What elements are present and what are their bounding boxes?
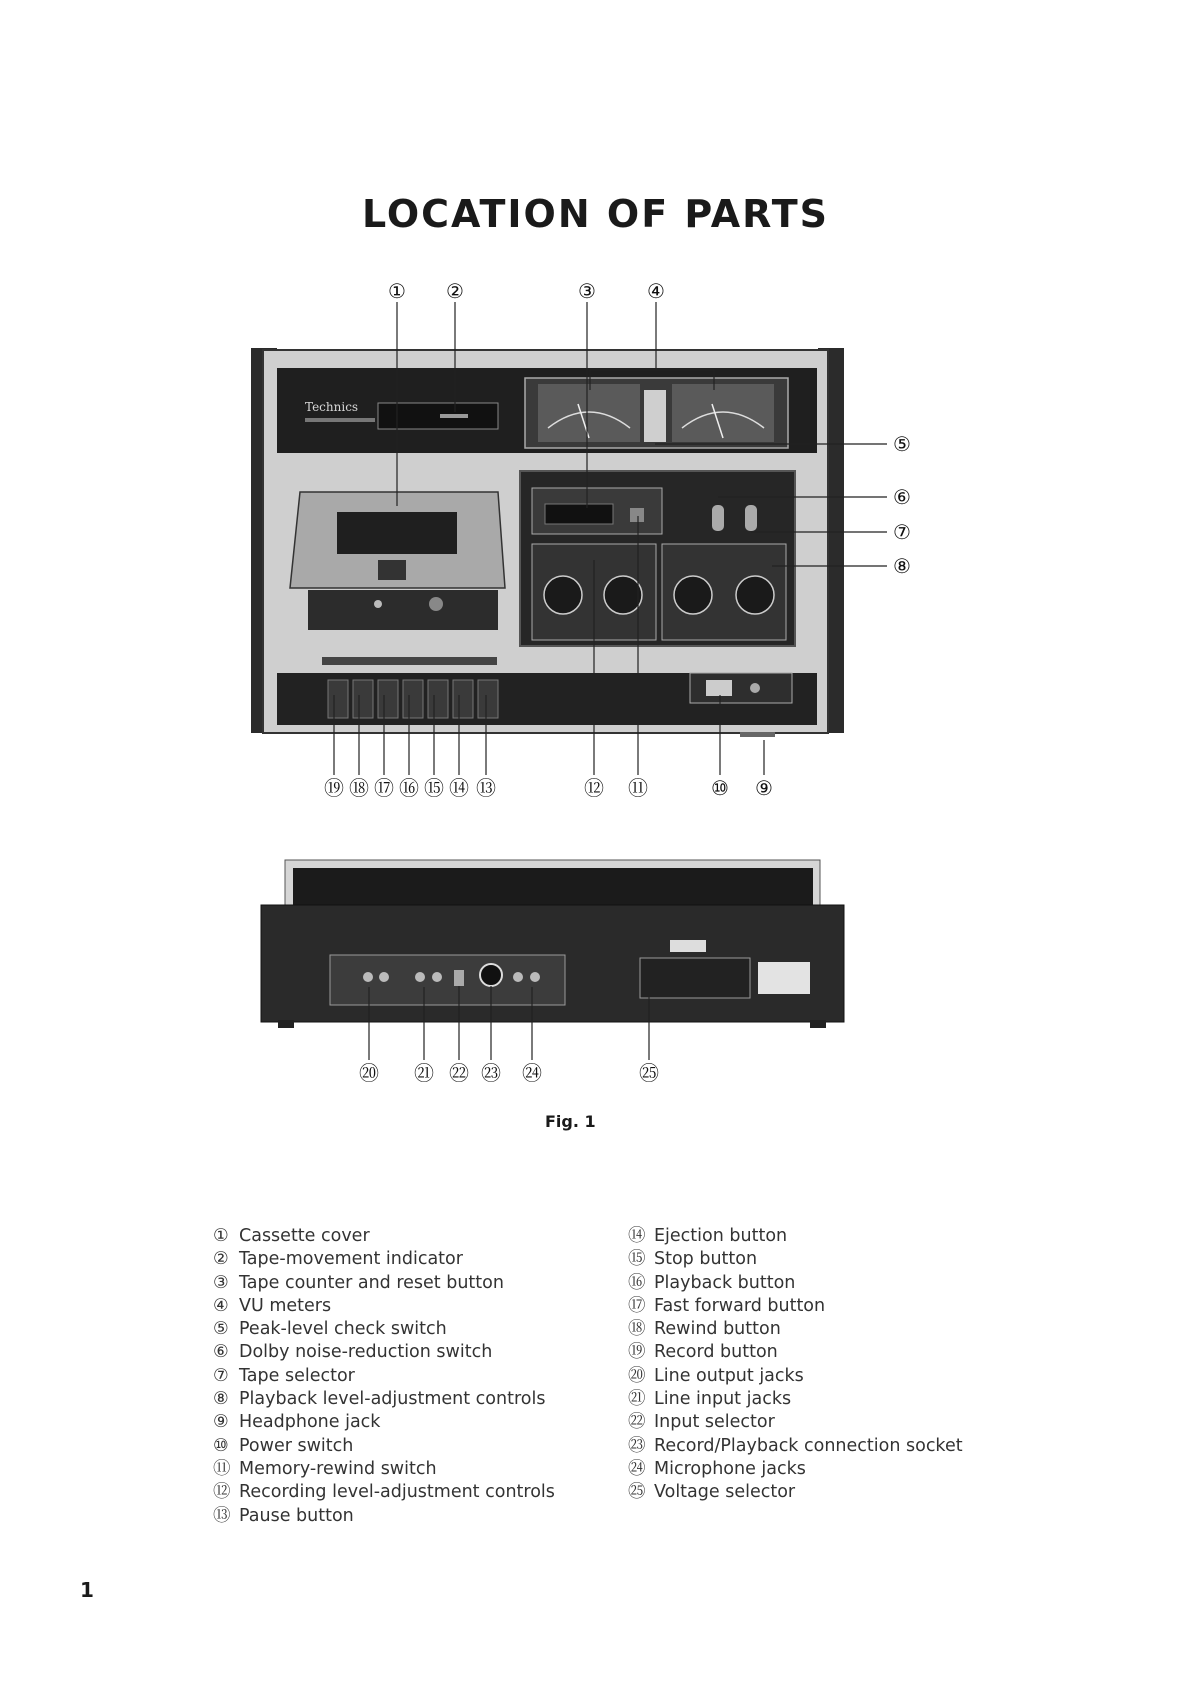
legend-item (213, 1435, 555, 1458)
record-key (328, 680, 348, 718)
legend-mark: ⑤ (213, 1319, 229, 1340)
legend-mark: ⑯ (628, 1272, 646, 1293)
legend-item (213, 1365, 555, 1388)
head-area (308, 590, 498, 630)
legend-text: Record button (654, 1342, 778, 1363)
callout-9: ⑨ (755, 776, 773, 800)
legend-text: Line input jacks (654, 1389, 792, 1410)
legend-text: Power switch (239, 1435, 354, 1456)
legend-item (213, 1458, 555, 1481)
legend-item (628, 1272, 963, 1295)
fast-forward-key (378, 680, 398, 718)
legend-mark: ⑲ (628, 1342, 646, 1363)
legend-text: Memory-rewind switch (239, 1458, 437, 1479)
callout-1: ① (388, 279, 406, 303)
parts-legend-right (628, 1225, 963, 1505)
legend-mark: ⑱ (628, 1319, 646, 1340)
page-number: 1 (80, 1578, 94, 1602)
legend-item (213, 1272, 555, 1295)
legend-item (628, 1435, 963, 1458)
legend-item (628, 1458, 963, 1481)
legend-text: VU meters (239, 1295, 332, 1316)
legend-item (213, 1411, 555, 1434)
ejection-key (453, 680, 473, 718)
legend-mark: ③ (213, 1272, 229, 1293)
legend-item (628, 1318, 963, 1341)
callout-14: ⑭ (449, 776, 469, 800)
legend-text: Headphone jack (239, 1412, 381, 1433)
vu-meter-left (538, 384, 640, 442)
legend-mark: ⑦ (213, 1365, 229, 1386)
callout-24: ㉔ (522, 1061, 542, 1085)
callout-8: ⑧ (893, 554, 911, 578)
legend-text: Dolby noise-reduction switch (239, 1342, 493, 1363)
indicator-mark (440, 414, 468, 418)
callout-10: ⑩ (711, 776, 729, 800)
callout-5: ⑤ (893, 432, 911, 456)
legend-text: Cassette cover (239, 1226, 370, 1246)
callout-16: ⑯ (399, 776, 419, 800)
legend-text: Record/Playback connection socket (654, 1435, 963, 1456)
legend-text: Rewind button (654, 1319, 781, 1340)
power-headphone-panel (690, 673, 792, 703)
callout-23: ㉓ (481, 1061, 501, 1085)
legend-text: Pause button (239, 1505, 354, 1526)
din-socket (480, 964, 502, 986)
legend-item (628, 1225, 963, 1248)
callout-17: ⑰ (374, 776, 394, 800)
legend-text: Tape-movement indicator (239, 1249, 463, 1270)
legend-item (213, 1248, 555, 1271)
stop-key (428, 680, 448, 718)
page-title: LOCATION OF PARTS (361, 192, 829, 236)
legend-text: Microphone jacks (654, 1458, 806, 1479)
legend-mark: ㉑ (628, 1389, 646, 1410)
legend-item (213, 1318, 555, 1341)
pause-key (478, 680, 498, 718)
tape-selector-switch (745, 505, 757, 531)
callout-6: ⑥ (893, 485, 911, 509)
playback-level-knob-right (736, 576, 774, 614)
legend-item (628, 1248, 963, 1271)
peak-switch-housing (644, 390, 666, 442)
line-output-jack-left (363, 972, 373, 982)
rear-label-small (670, 940, 706, 952)
cassette-window (337, 512, 457, 554)
microphone-jack-right (530, 972, 540, 982)
legend-text: Stop button (654, 1249, 758, 1270)
callout-22: ㉒ (449, 1061, 469, 1085)
legend-mark: ⑩ (213, 1435, 229, 1456)
cassette-eject-latch (378, 560, 406, 580)
model-plate (640, 958, 750, 998)
callout-18: ⑱ (349, 776, 369, 800)
legend-text: Line output jacks (654, 1365, 804, 1386)
legend-mark: ④ (213, 1295, 229, 1316)
legend-text: Ejection button (654, 1226, 788, 1246)
legend-text: Tape selector (239, 1365, 355, 1386)
legend-text: Input selector (654, 1412, 775, 1433)
tape-movement-indicator (378, 403, 498, 429)
tape-counter (545, 504, 613, 524)
legend-mark: ⑳ (628, 1365, 646, 1386)
microphone-jack-left (513, 972, 523, 982)
recording-level-knob-right (604, 576, 642, 614)
legend-item (213, 1505, 555, 1528)
legend-text: Peak-level check switch (239, 1319, 447, 1340)
figure-caption: Fig. 1 (545, 1112, 596, 1131)
legend-mark: ⑥ (213, 1342, 229, 1363)
legend-mark: ⑭ (628, 1226, 646, 1246)
legend-item (628, 1341, 963, 1364)
callout-19: ⑲ (324, 776, 344, 800)
headphone-jack-lip (740, 732, 775, 737)
legend-item (213, 1388, 555, 1411)
legend-text: Tape counter and reset button (239, 1272, 504, 1293)
legend-item (213, 1225, 555, 1248)
legend-mark: ⑮ (628, 1249, 646, 1270)
callout-12: ⑫ (584, 776, 604, 800)
legend-mark: ㉓ (628, 1435, 646, 1456)
legend-mark: ② (213, 1249, 229, 1270)
callout-7: ⑦ (893, 520, 911, 544)
legend-text: Playback level-adjustment controls (239, 1389, 546, 1410)
brand-underline (305, 418, 375, 422)
legend-mark: ① (213, 1226, 229, 1246)
vu-meter-right (672, 384, 774, 442)
callout-13: ⑬ (476, 776, 496, 800)
front-view (251, 348, 844, 737)
legend-item (628, 1411, 963, 1434)
legend-item (628, 1388, 963, 1411)
rear-top-panel (293, 868, 813, 908)
legend-text: Playback button (654, 1272, 796, 1293)
legend-mark: ⑫ (213, 1482, 231, 1503)
legend-text: Fast forward button (654, 1295, 826, 1316)
line-input-jack-left (415, 972, 425, 982)
transport-keys (328, 680, 498, 718)
recording-level-knob-left (544, 576, 582, 614)
line-output-jack-right (379, 972, 389, 982)
key-label-strip (322, 657, 497, 665)
rewind-key (353, 680, 373, 718)
power-switch (706, 680, 732, 696)
legend-mark: ⑬ (213, 1505, 231, 1526)
callout-2: ② (446, 279, 464, 303)
legend-item (628, 1481, 963, 1504)
legend-mark: ⑨ (213, 1412, 229, 1433)
legend-text: Recording level-adjustment controls (239, 1482, 555, 1503)
input-selector-switch (454, 970, 464, 986)
legend-mark: ㉕ (628, 1482, 646, 1503)
legend-item (213, 1295, 555, 1318)
legend-item (213, 1481, 555, 1504)
headphone-jack (750, 683, 760, 693)
callout-21: ㉑ (414, 1061, 434, 1085)
callout-11: ⑪ (628, 776, 648, 800)
callout-4: ④ (647, 279, 665, 303)
legend-item (628, 1365, 963, 1388)
rear-foot-right (810, 1020, 826, 1028)
legend-mark: ㉒ (628, 1412, 646, 1433)
callout-3: ③ (578, 279, 596, 303)
legend-mark: ㉔ (628, 1458, 646, 1479)
memory-rewind-switch (630, 508, 644, 522)
legend-item (213, 1341, 555, 1364)
dolby-switch (712, 505, 724, 531)
playback-key (403, 680, 423, 718)
line-input-jack-right (432, 972, 442, 982)
brand-logo: Technics (305, 400, 359, 414)
callout-20: ⑳ (359, 1061, 379, 1085)
callout-15: ⑮ (424, 776, 444, 800)
rear-warning-label (758, 962, 810, 994)
playback-level-knob-left (674, 576, 712, 614)
rear-foot-left (278, 1020, 294, 1028)
legend-mark: ⑪ (213, 1458, 231, 1479)
legend-item (628, 1295, 963, 1318)
head-pin (374, 600, 382, 608)
parts-legend-left (213, 1225, 555, 1528)
rear-view (261, 860, 844, 1028)
legend-text: Voltage selector (654, 1482, 796, 1503)
capstan (429, 597, 443, 611)
callout-25: ㉕ (639, 1061, 659, 1085)
legend-mark: ⑧ (213, 1389, 229, 1410)
legend-mark: ⑰ (628, 1295, 646, 1316)
